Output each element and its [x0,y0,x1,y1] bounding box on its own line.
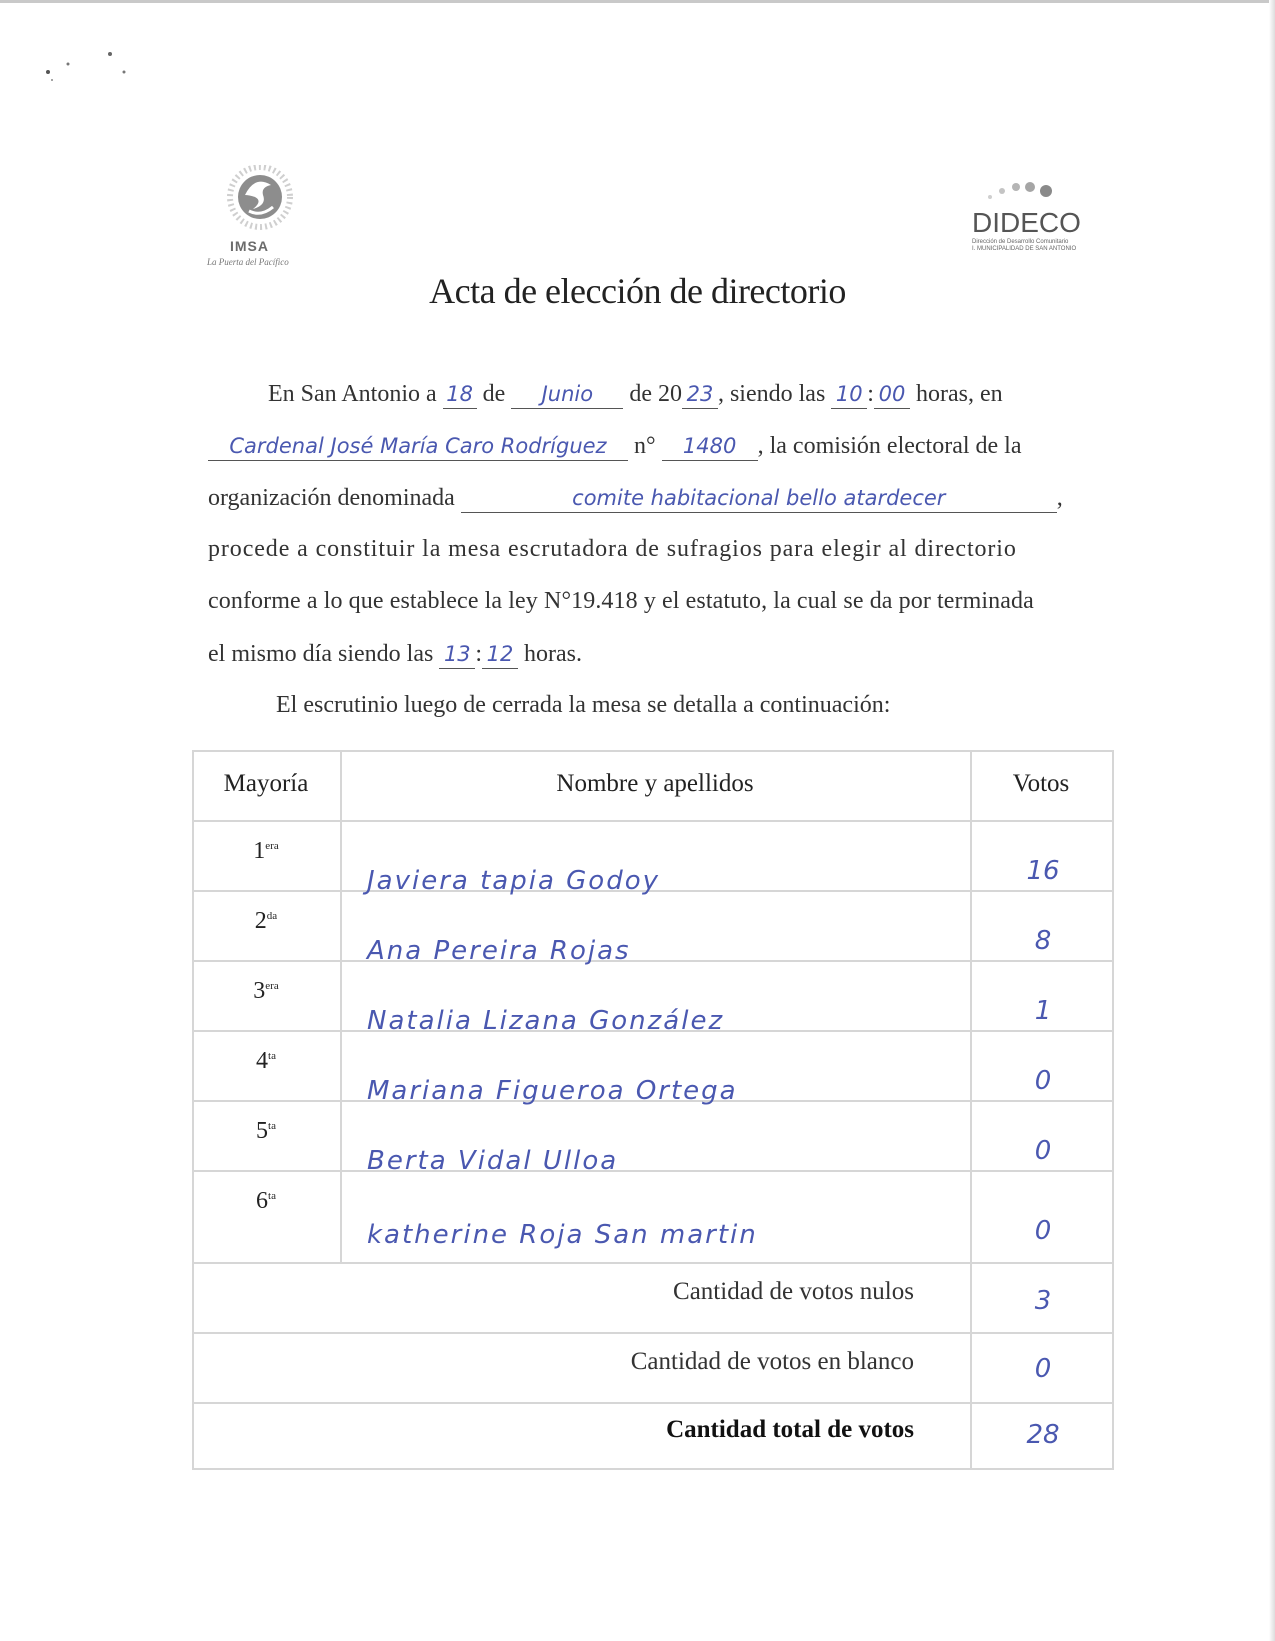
table-rule [192,1170,1114,1172]
candidate-votes: 16 [1026,856,1060,886]
day-field: 18 [443,380,477,409]
line1-text-4: , siendo las [717,381,826,407]
rank-suffix: era [265,840,279,852]
rank-suffix: ta [268,1120,276,1132]
table-rule [192,1262,1114,1264]
results-table [192,750,1114,1470]
candidate-name: katherine Roja San martin [367,1220,758,1250]
end-hour-field: 13 [439,640,475,669]
candidate-name: Mariana Figueroa Ortega [367,1076,738,1106]
line2-text-1: n° [634,433,656,459]
rank-number: 2 [254,908,267,934]
rank-suffix: ta [268,1190,276,1202]
para-line-4: procede a constituir la mesa escrutadora de sufragios para elegir al directorio [208,536,1017,562]
total-votes-value: 28 [1026,1420,1060,1450]
para-line-2 [208,432,1022,466]
document-title: Acta de elección de directorio [429,271,846,311]
rank-suffix: ta [268,1050,276,1062]
para-line-1 [268,380,1003,414]
dideco-subtitle-2: I. MUNICIPALIDAD DE SAN ANTONIO [972,246,1077,252]
blank-votes-label: Cantidad de votos en blanco [630,1348,914,1375]
candidate-votes: 0 [1034,1216,1052,1246]
rank-number: 1 [253,838,266,864]
rank-suffix: da [266,910,278,922]
minute-field: 00 [874,380,910,409]
imsa-logo-name: IMSA [230,238,269,254]
dideco-logo [970,175,1090,255]
header-rank: Mayoría [223,770,309,797]
line1-text-5: : [867,381,874,407]
table-divider-rank [340,750,342,1262]
null-votes-value: 3 [1034,1286,1052,1316]
rank-number: 5 [256,1118,269,1144]
line2-text-2: , la comisión electoral de la [757,433,1022,459]
dideco-logo-name: DIDECO [972,207,1081,238]
rank-suffix: era [265,980,279,992]
imsa-emblem-icon [205,165,315,245]
row-rank [192,1188,340,1215]
line6-text-1: el mismo día siendo las [208,641,434,667]
row-rank [192,838,340,865]
candidate-name: Berta Vidal Ulloa [367,1146,619,1176]
candidate-votes: 8 [1034,926,1052,956]
line3-text-2: , [1056,485,1063,511]
rank-number: 4 [256,1048,269,1074]
row-rank [192,908,340,935]
month-field: Junio [511,380,623,409]
imsa-logo [205,165,315,270]
para-line-5: conforme a lo que establece la ley N°19.418 y el estatuto, la cual se da por terminada [208,588,1034,614]
candidate-votes: 0 [1034,1136,1052,1166]
table-rule [192,1402,1114,1404]
dideco-subtitle-1: Dirección de Desarrollo Comunitario [972,239,1069,245]
candidate-name: Natalia Lizana González [367,1006,725,1036]
dideco-logo-subtitle [972,239,1076,253]
rank-number: 3 [253,978,266,1004]
imsa-logo-tagline: La Puerta del Pacífico [207,257,289,267]
table-rule [192,1468,1114,1470]
header-name: Nombre y apellidos [556,770,754,797]
candidate-name: Javiera tapia Godoy [367,866,660,896]
table-rule [192,960,1114,962]
organization-field: comite habitacional bello atardecer [461,484,1057,513]
end-minute-field: 12 [482,640,518,669]
table-rule [192,820,1114,822]
candidate-votes: 1 [1034,996,1052,1026]
line3-text-1: organización denominada [208,485,455,511]
line1-text-1: En San Antonio a [268,381,437,407]
para-line-3 [208,484,1063,518]
scan-specks [40,50,140,90]
address-number-field: 1480 [662,432,758,461]
table-rule [192,1332,1114,1334]
line1-text-2: de [482,381,506,407]
header-votes: Votos [1012,770,1070,797]
candidate-name: Ana Pereira Rojas [367,936,631,966]
hour-field: 10 [831,380,867,409]
row-rank [192,978,340,1005]
blank-votes-value: 0 [1034,1354,1052,1384]
line6-text-2: : [475,641,482,667]
row-rank [192,1048,340,1075]
line1-text-3: de 20 [629,381,682,407]
table-rule [192,750,1114,752]
row-rank [192,1118,340,1145]
candidate-votes: 0 [1034,1066,1052,1096]
line1-text-6: horas, en [915,381,1003,407]
rank-number: 6 [256,1188,269,1214]
para-line-6 [208,640,582,674]
table-intro: El escrutinio luego de cerrada la mesa se detalla a continuación: [276,692,891,718]
scan-edge-right [1269,0,1275,1641]
total-votes-label: Cantidad total de votos [666,1416,914,1443]
line6-text-3: horas. [523,641,582,667]
null-votes-label: Cantidad de votos nulos [673,1278,914,1305]
address-field: Cardenal José María Caro Rodríguez [208,432,628,461]
scan-edge-top [0,0,1275,3]
year-field: 23 [682,380,718,409]
dots-icon [970,175,1060,205]
